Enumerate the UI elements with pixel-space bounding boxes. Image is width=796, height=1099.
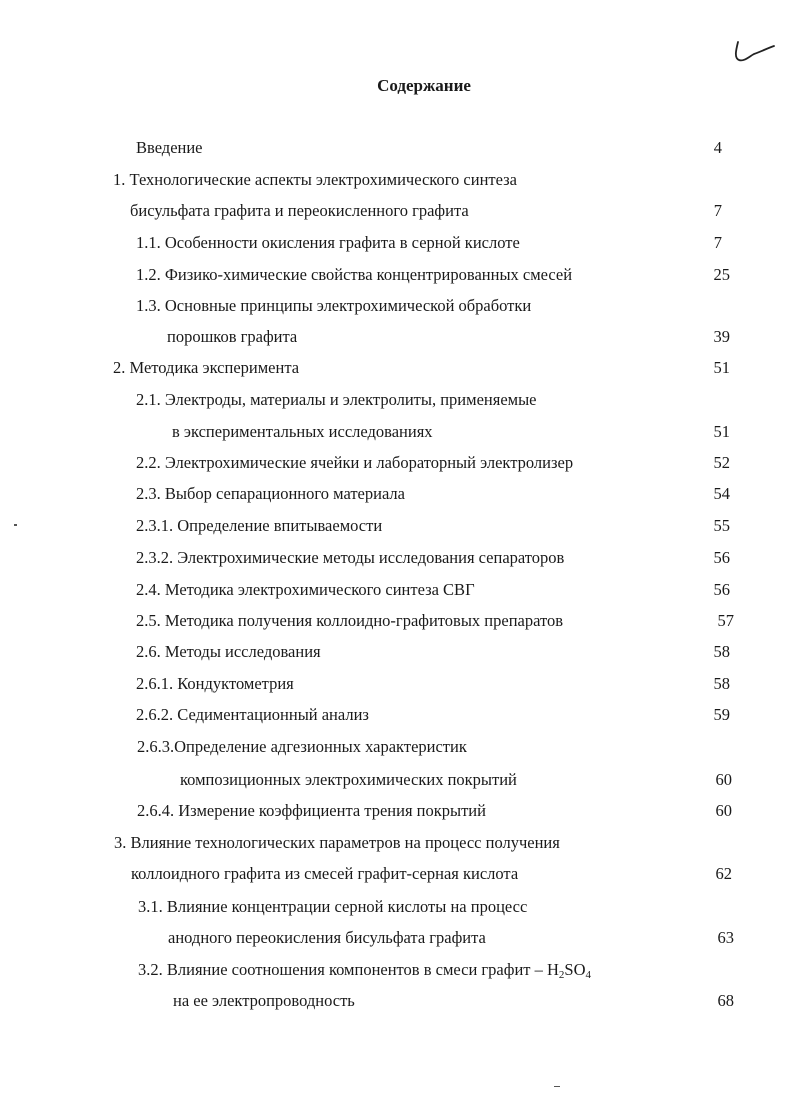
toc-entry (138, 960, 591, 985)
toc-entry-label: 2.3. Выбор сепарационного материала (136, 484, 405, 503)
toc-page-number: 68 (717, 991, 734, 1010)
toc-entry (136, 484, 405, 504)
toc-entry-label: бисульфата графита и переокисленного графита (130, 201, 469, 220)
toc-page-number: 58 (713, 642, 730, 661)
toc-page-number: 25 (713, 265, 730, 284)
toc-entry-label: 1.2. Физико-химические свойства концентрированных смесей (136, 265, 573, 284)
page-title: Содержание (377, 76, 471, 95)
toc-entry (136, 233, 520, 253)
toc-page-number: 51 (713, 358, 730, 377)
signature-scribble-icon (730, 36, 776, 66)
toc-entry-label: 2.3.1. Определение впитываемости (136, 516, 383, 535)
toc-entry (136, 642, 321, 662)
toc-page-number: 62 (715, 864, 732, 883)
toc-entry (136, 674, 294, 694)
toc-page-number: 60 (715, 801, 732, 820)
toc-page-number: 57 (717, 611, 734, 630)
toc-page-number: 58 (713, 674, 730, 693)
toc-entry-label: 1.1. Особенности окисления графита в серной кислоте (136, 233, 520, 252)
toc-entry-label: порошков графита (167, 327, 298, 346)
toc-entry (168, 928, 486, 948)
toc-page-number: 4 (713, 138, 722, 157)
toc-entry (136, 390, 537, 410)
toc-entry (136, 265, 572, 285)
toc-entry (167, 327, 297, 347)
toc-entry-label: 2.5. Методика получения коллоидно-графитовых препаратов (136, 611, 564, 630)
toc-entry (113, 358, 299, 378)
toc-entry (136, 453, 573, 473)
toc-entry (173, 991, 355, 1011)
toc-entry-label: 2. Методика эксперимента (113, 358, 300, 377)
toc-entry (114, 833, 560, 853)
toc-entry-label: на ее электропроводность (173, 991, 355, 1010)
toc-entry-label: 2.1. Электроды, материалы и электролиты, применяемые (136, 390, 537, 409)
toc-entry-label: коллоидного графита из смесей графит-серная кислота (131, 864, 519, 883)
toc-entry-label: 3.2. Влияние соотношения компонентов в смеси графит – (138, 960, 547, 979)
toc-page-number: 51 (713, 422, 730, 441)
toc-entry (136, 138, 203, 158)
toc-entry-label: 1.3. Основные принципы электрохимической обработки (136, 296, 532, 315)
toc-entry (136, 296, 531, 316)
formula-subscript: 2 (558, 969, 565, 981)
toc-entry-label: 3. Влияние технологических параметров на процесс получения (114, 833, 560, 852)
toc-entry-label: 2.3.2. Электрохимические методы исследования сепараторов (136, 548, 565, 567)
toc-entry-label: 2.6.3.Определение адгезионных характеристик (137, 737, 467, 756)
toc-page-number: 60 (715, 770, 732, 789)
toc-entry-label: 2.6.2. Седиментационный анализ (136, 705, 369, 724)
scan-speck (554, 1086, 560, 1087)
toc-entry-label: в экспериментальных исследованиях (172, 422, 433, 441)
toc-entry-label: 2.6.4. Измерение коэффициента трения покрытий (137, 801, 486, 820)
toc-entry (137, 801, 486, 821)
formula-element: SO (564, 960, 586, 979)
toc-entry-label: 3.1. Влияние концентрации серной кислоты на процесс (138, 897, 528, 916)
toc-entry-label: композиционных электрохимических покрытий (180, 770, 517, 789)
toc-page-number: 39 (713, 327, 730, 346)
toc-page-number: 54 (713, 484, 730, 503)
toc-entry (136, 516, 382, 536)
toc-entry (172, 422, 433, 442)
toc-page-number: 7 (713, 233, 722, 252)
toc-entry-label: Введение (136, 138, 203, 157)
toc-entry (136, 705, 369, 725)
toc-entry (180, 770, 517, 790)
toc-page-number: 52 (713, 453, 730, 472)
toc-page-number: 7 (713, 201, 722, 220)
toc-entry (137, 737, 467, 757)
toc-entry-label: 2.4. Методика электрохимического синтеза СВГ (136, 580, 475, 599)
toc-entry (136, 548, 564, 568)
formula-element: H (547, 960, 559, 979)
toc-entry (136, 580, 475, 600)
toc-page-number: 56 (713, 580, 730, 599)
toc-entry (138, 897, 527, 917)
toc-entry-label: 2.2. Электрохимические ячейки и лабораторный электролизер (136, 453, 574, 472)
toc-entry-label: 2.6.1. Кондуктометрия (136, 674, 294, 693)
toc-entry-label: 2.6. Методы исследования (136, 642, 321, 661)
toc-entry-label: 1. Технологические аспекты электрохимического синтеза (113, 170, 517, 189)
formula-subscript: 4 (585, 969, 592, 981)
toc-entry-label: анодного переокисления бисульфата графита (168, 928, 486, 947)
toc-page-number: 59 (713, 705, 730, 724)
toc-page-number: 63 (717, 928, 734, 947)
toc-page-number: 56 (713, 548, 730, 567)
toc-entry (130, 201, 469, 221)
toc-entry (136, 611, 563, 631)
toc-entry (131, 864, 518, 884)
toc-entry (113, 170, 517, 190)
toc-page-number: 55 (713, 516, 730, 535)
scan-speck (14, 524, 17, 526)
